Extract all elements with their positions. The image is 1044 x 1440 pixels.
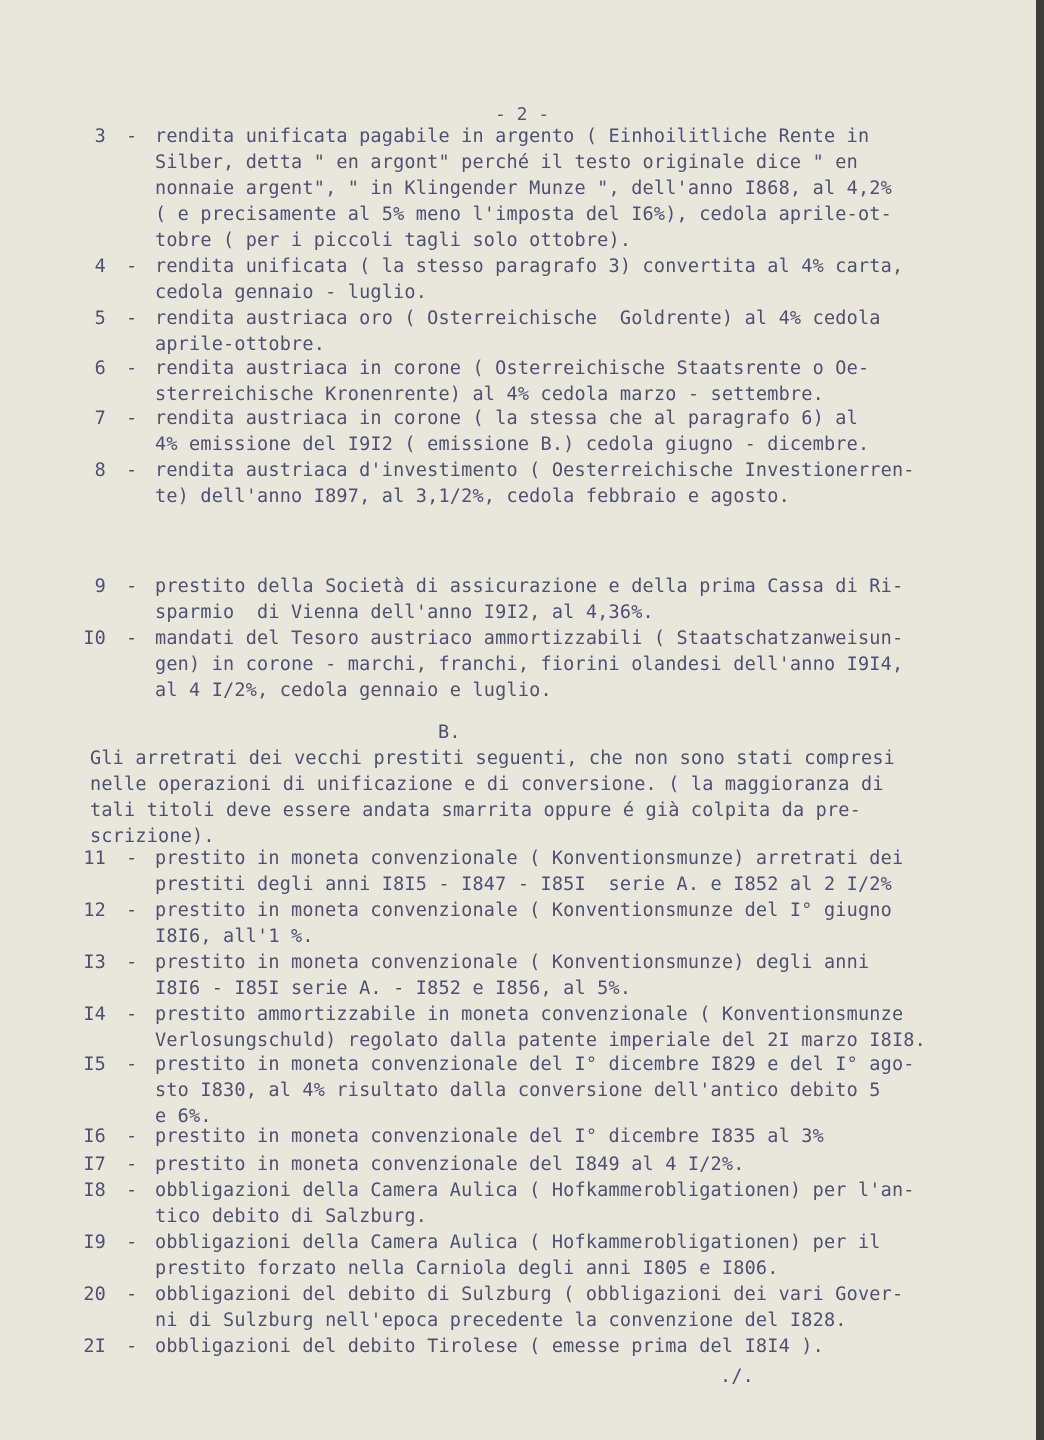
item-text-line: Verlosungschuld) regolato dalla patente imperiale del 2I marzo I8I8. [155,1030,926,1051]
item-text-line: sparmio di Vienna dell'anno I9I2, al 4,36%. [155,602,654,623]
item-text-line: prestito in moneta convenzionale ( Konventionsmunze) arretrati dei [155,848,904,869]
intro-text-line: Gli arretrati dei vecchi prestiti seguenti, che non sono stati compresi [90,748,895,769]
item-text-line: prestiti degli anni I8I5 - I847 - I85I serie A. e I852 al 2 I/2% [155,874,892,895]
page-edge-shadow [1036,0,1044,1440]
item-dash: - [126,1054,138,1075]
item-dash: - [126,126,138,147]
item-dash: - [126,900,138,921]
item-dash: - [126,1180,138,1201]
item-number: I4 [83,1004,106,1025]
item-text-line: sterreichische Kronenrente) al 4% cedola marzo - settembre. [155,384,824,405]
item-text-line: sto I830, al 4% risultato dalla conversione dell'antico debito 5 [155,1080,881,1101]
item-text-line: prestito in moneta convenzionale del I° dicembre I835 al 3% [155,1126,824,1147]
intro-text-line: nelle operazioni di unificazione e di conversione. ( la maggioranza di [90,774,884,795]
item-dash: - [126,952,138,973]
item-text-line: rendita austriaca in corone ( Osterreichische Staatsrente o Oe- [155,358,870,379]
item-number: I8 [83,1180,106,1201]
item-text-line: nonnaie argent", " in Klingender Munze ", dell'anno I868, al 4,2% [155,178,892,199]
item-number: I5 [83,1054,106,1075]
item-number: 2I [83,1336,106,1357]
item-text-line: rendita austriaca d'investimento ( Oesterreichische Investionerren- [155,460,915,481]
item-text-line: Silber, detta " en argont" perché il testo originale dice " en [155,152,858,173]
page-number: - 2 - [495,104,550,125]
item-text-line: te) dell'anno I897, al 3,1/2%, cedola febbraio e agosto. [155,486,790,507]
item-text-line: obbligazioni della Camera Aulica ( Hofkammerobligationen) per il [155,1232,881,1253]
item-text-line: mandati del Tesoro austriaco ammortizzabili ( Staatschatzanweisun- [155,628,904,649]
item-number: I3 [83,952,106,973]
item-dash: - [126,1126,138,1147]
item-number: 6 [94,358,106,379]
item-dash: - [126,1336,138,1357]
intro-text-line: scrizione). [90,826,215,847]
item-text-line: rendita austriaca in corone ( la stessa che al paragrafo 6) al [155,408,858,429]
item-text-line: rendita austriaca oro ( Osterreichische Goldrente) al 4% cedola [155,308,881,329]
item-number: I9 [83,1232,106,1253]
item-text-line: tobre ( per i piccoli tagli solo ottobre). [155,230,632,251]
item-text-line: prestito della Società di assicurazione e della prima Cassa di Ri- [155,576,904,597]
item-text-line: I8I6 - I85I serie A. - I852 e I856, al 5%. [155,978,632,999]
item-dash: - [126,1284,138,1305]
item-text-line: obbligazioni del debito di Sulzburg ( obbligazioni dei vari Gover- [155,1284,904,1305]
item-number: 11 [83,848,106,869]
item-text-line: cedola gennaio - luglio. [155,282,428,303]
item-dash: - [126,1232,138,1253]
item-dash: - [126,256,138,277]
item-text-line: ( e precisamente al 5% meno l'imposta del I6%), cedola aprile-ot- [155,204,892,225]
item-text-line: obbligazioni della Camera Aulica ( Hofkammerobligationen) per l'an- [155,1180,915,1201]
item-dash: - [126,460,138,481]
item-number: I6 [83,1126,106,1147]
item-dash: - [126,408,138,429]
item-text-line: prestito in moneta convenzionale del I849 al 4 I/2%. [155,1154,745,1175]
item-text-line: prestito forzato nella Carniola degli anni I805 e I806. [155,1258,779,1279]
item-number: 7 [94,408,106,429]
item-number: 3 [94,126,106,147]
item-number: 4 [94,256,106,277]
item-dash: - [126,628,138,649]
item-dash: - [126,308,138,329]
item-dash: - [126,358,138,379]
item-text-line: e 6%. [155,1106,212,1127]
item-text-line: rendita unificata pagabile in argento ( Einhoilitliche Rente in [155,126,870,147]
item-text-line: tico debito di Salzburg. [155,1206,428,1227]
item-text-line: 4% emissione del I9I2 ( emissione B.) cedola giugno - dicembre. [155,434,870,455]
item-text-line: prestito in moneta convenzionale ( Konventionsmunze del I° giugno [155,900,892,921]
item-number: 20 [83,1284,106,1305]
item-dash: - [126,576,138,597]
item-text-line: rendita unificata ( la stesso paragrafo 3) convertita al 4% carta, [155,256,904,277]
item-number: 9 [94,576,106,597]
item-text-line: gen) in corone - marchi, franchi, fiorini olandesi dell'anno I9I4, [155,654,904,675]
item-text-line: ni di Sulzburg nell'epoca precedente la convenzione del I828. [155,1310,847,1331]
item-number: 12 [83,900,106,921]
section-heading-b: B. [438,722,461,743]
item-number: I7 [83,1154,106,1175]
intro-text-line: tali titoli deve essere andata smarrita oppure é già colpita da pre- [90,800,861,821]
item-text-line: prestito ammortizzabile in moneta convenzionale ( Konventionsmunze [155,1004,904,1025]
item-number: 8 [94,460,106,481]
item-number: I0 [83,628,106,649]
item-dash: - [126,848,138,869]
item-text-line: prestito in moneta convenzionale ( Konventionsmunze) degli anni [155,952,870,973]
item-text-line: I8I6, all'1 %. [155,926,314,947]
item-dash: - [126,1004,138,1025]
continuation-mark: ./. [720,1366,755,1387]
item-dash: - [126,1154,138,1175]
item-text-line: prestito in moneta convenzionale del I° dicembre I829 e del I° ago- [155,1054,915,1075]
item-number: 5 [94,308,106,329]
item-text-line: aprile-ottobre. [155,334,326,355]
item-text-line: obbligazioni del debito Tirolese ( emesse prima del I8I4 ). [155,1336,824,1357]
item-text-line: al 4 I/2%, cedola gennaio e luglio. [155,680,552,701]
